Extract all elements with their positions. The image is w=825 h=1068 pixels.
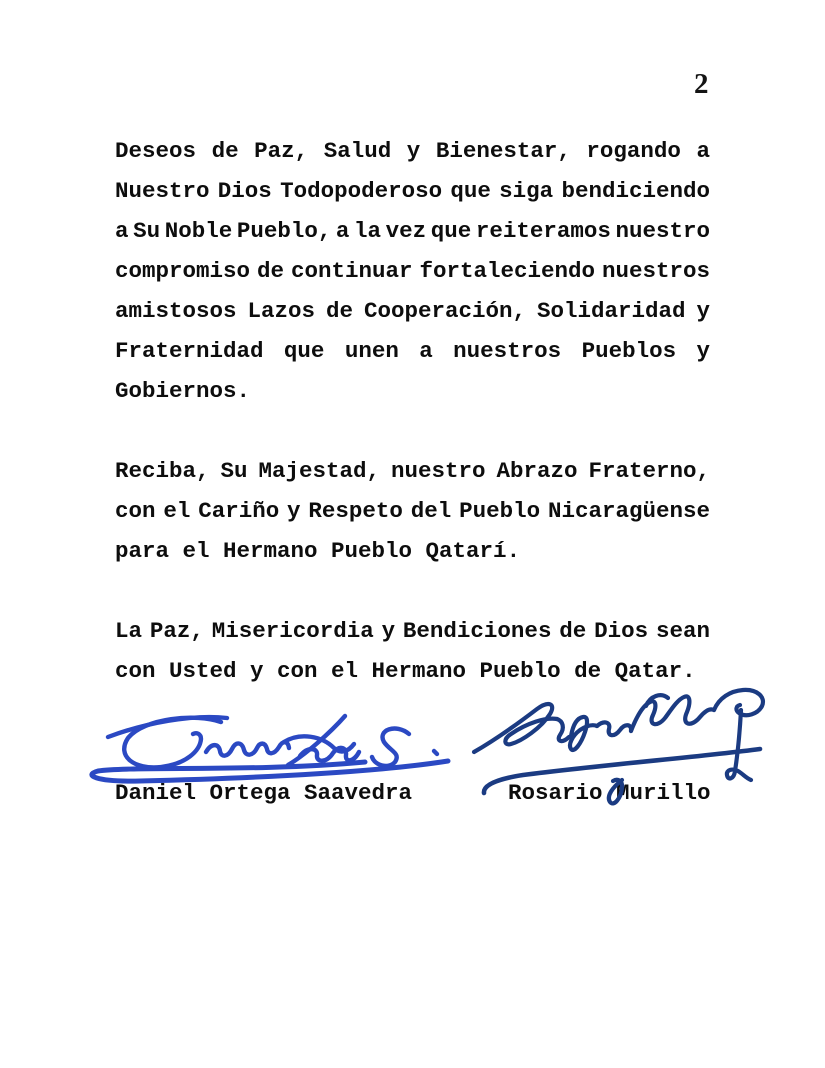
- letter-line: amistosos Lazos de Cooperación, Solidaridad y: [115, 298, 710, 324]
- signature-stroke: [714, 690, 763, 715]
- signature-stroke: [372, 729, 409, 766]
- letter-line: con el Cariño y Respeto del Pueblo Nicaragüense: [115, 498, 710, 524]
- paragraph-3: [115, 611, 710, 691]
- letter-line: Nuestro Dios Todopoderoso que siga bendiciendo: [115, 178, 710, 204]
- letter-line: con Usted y con el Hermano Pueblo de Qatar.: [115, 658, 696, 684]
- signature-stroke: [300, 748, 359, 761]
- letter-line: a Su Noble Pueblo, a la vez que reiteramos nuestro: [115, 218, 710, 244]
- signature-stroke: [284, 736, 354, 751]
- paragraph-2: [115, 451, 710, 571]
- letter-line: Gobiernos.: [115, 378, 251, 404]
- letter-line: Deseos de Paz, Salud y Bienestar, rogando a: [115, 138, 710, 164]
- signature-underline: [92, 761, 448, 781]
- paragraph-1: [115, 131, 710, 411]
- letter-line: Reciba, Su Majestad, nuestro Abrazo Fraterno,: [115, 458, 710, 484]
- signature-stroke: [434, 751, 437, 754]
- letter-body: [115, 131, 710, 731]
- letter-line: para el Hermano Pueblo Qatarí.: [115, 538, 521, 564]
- page-number: 2: [694, 68, 709, 100]
- signature-stroke: [727, 710, 751, 780]
- letter-line: compromiso de continuar fortaleciendo nuestros: [115, 258, 710, 284]
- letter-line: Fraternidad que unen a nuestros Pueblos y: [115, 338, 710, 364]
- signature-names-row: [115, 780, 735, 810]
- signature-name-rosario-murillo: Rosario Murillo: [508, 780, 711, 806]
- signature-name-daniel-ortega: Daniel Ortega Saavedra: [115, 780, 413, 806]
- letter-line: La Paz, Misericordia y Bendiciones de Dios sean: [115, 618, 710, 644]
- signature-stroke: [206, 742, 289, 755]
